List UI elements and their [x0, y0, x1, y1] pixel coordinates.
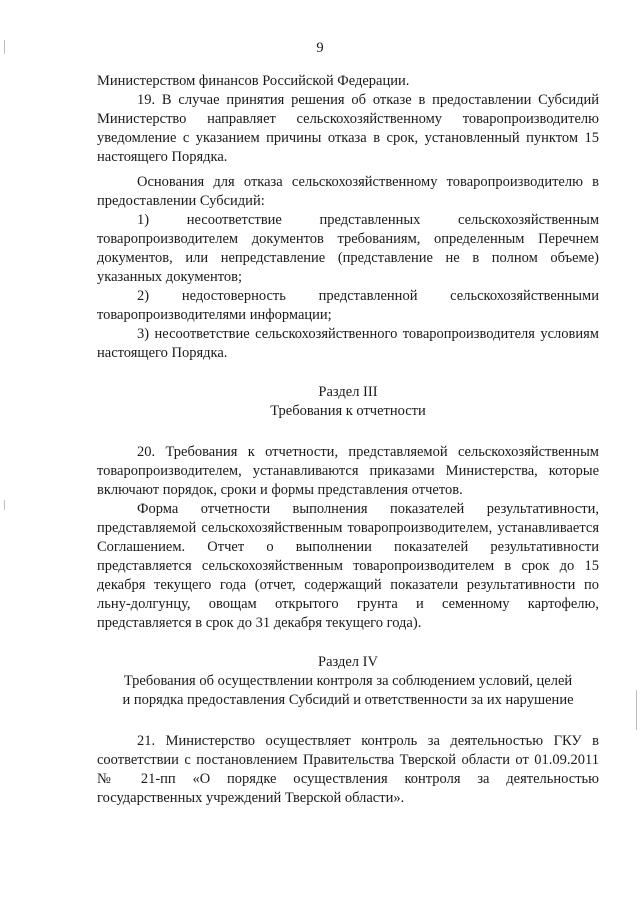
section-title-line-1: Требования об осуществлении контроля за соблюдением условий, целей	[123, 673, 573, 689]
list-item-3: 3) несоответствие сельскохозяйственного товаропроизводителя условиям настоящего Порядка.	[97, 326, 599, 361]
document-body	[97, 72, 599, 808]
section-title: Требования к отчетности	[270, 403, 426, 419]
paragraph-21: 21. Министерство осуществляет контроль за деятельностью ГКУ в соответствии с постановлением Правительства Тверской области от 01.09.2011 № 21-пп «О порядке осуществления контроля за деятельностью государственных учреждений Тверской области».	[97, 733, 599, 806]
list-item-1: 1) несоответствие представленных сельскохозяйственным товаропроизводителем документов требованиям, определенным Перечнем документов, или непредставление (представление не в полном объеме) указанных документов;	[97, 212, 599, 285]
section-label: Раздел III	[318, 384, 378, 400]
section-label: Раздел IV	[318, 654, 378, 670]
section-4-heading	[97, 653, 599, 710]
paragraph-refusal-grounds: Основания для отказа сельскохозяйственному товаропроизводителю в предоставлении Субсидий:	[97, 174, 599, 209]
paragraph-19: 19. В случае принятия решения об отказе в предоставлении Субсидий Министерство направляет сельскохозяйственному товаропроизводителю уведомление с указанием причины отказа в срок, установленный пунктом 15 настоящего Порядка.	[97, 92, 599, 165]
paragraph-20: 20. Требования к отчетности, представляемой сельскохозяйственным товаропроизводителем, устанавливаются приказами Министерства, которые включают порядок, сроки и формы представления отчетов.	[97, 444, 599, 498]
list-item-2: 2) недостоверность представленной сельскохозяйственными товаропроизводителями информации;	[97, 288, 599, 323]
paragraph: Министерством финансов Российской Федерации.	[97, 73, 410, 89]
page-number: 9	[316, 40, 324, 56]
paragraph-report-form: Форма отчетности выполнения показателей результативности, представляемой сельскохозяйственным товаропроизводителем, устанавливается Соглашением. Отчет о выполнении показателей результативности представляется сельскохозяйственным товаропроизводителем в срок до 15 декабря текущего года (отчет, содержащий показатели результативности по льну-долгунцу, овощам открытого грунта и семенному картофелю, представляется в срок до 31 декабря текущего года).	[97, 501, 599, 631]
scan-edge-mark	[4, 500, 5, 510]
scan-edge-mark	[636, 690, 637, 730]
section-3-heading	[97, 383, 599, 421]
section-title-line-2: и порядка предоставления Субсидий и ответственности за их нарушение	[122, 692, 574, 708]
